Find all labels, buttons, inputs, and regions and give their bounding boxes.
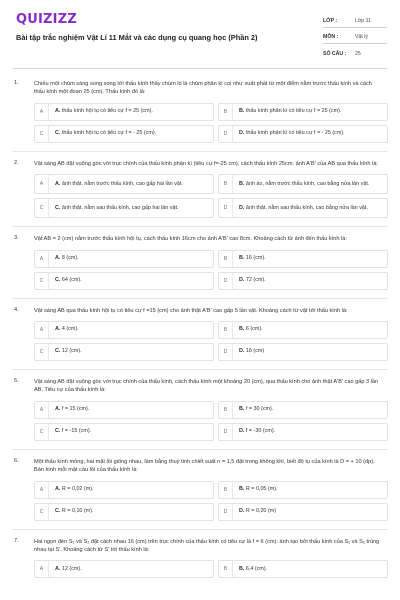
option-a[interactable] [34, 401, 214, 419]
option-letter: C [35, 504, 49, 520]
option-key: A. [55, 485, 61, 492]
option-letter: A [35, 251, 49, 267]
question-4 [12, 307, 388, 361]
question-3 [12, 235, 388, 289]
option-key: B. [239, 406, 245, 413]
option-d[interactable] [218, 125, 388, 143]
option-a[interactable] [34, 250, 214, 268]
option-b[interactable] [218, 401, 388, 419]
meta-row-count [323, 44, 387, 60]
option-letter: B [219, 251, 233, 267]
question-list [12, 80, 388, 578]
question-number: 3. [14, 235, 19, 242]
worksheet-meta [323, 12, 387, 60]
option-c[interactable] [34, 198, 214, 218]
question-text: Vật sáng AB qua thấu kính hội tụ có tiêu cự f =15 (cm) cho ảnh thật A'B' cao gấp 5 lần vật. Khoảng cách từ vật tới thấu kính là: [34, 307, 348, 314]
option-key: A. [55, 565, 61, 572]
option-b[interactable] [218, 250, 388, 268]
option-letter: C [35, 126, 49, 142]
option-key: D. [239, 428, 245, 435]
question-number: 4. [14, 306, 19, 313]
answer-options [34, 401, 388, 441]
option-a[interactable] [34, 560, 214, 578]
question-7 [12, 538, 388, 579]
option-b[interactable] [218, 174, 388, 194]
option-b[interactable] [218, 321, 388, 339]
option-text: ảnh thật, nằm sau thấu kính, cao bằng nửa lần vật. [245, 204, 368, 211]
option-d[interactable] [218, 503, 388, 521]
option-letter: A [35, 482, 49, 498]
option-text: 16 (cm). [245, 254, 266, 261]
meta-label: MÔN : [323, 34, 339, 40]
option-key: C. [55, 428, 61, 435]
question-divider [12, 529, 388, 530]
option-c[interactable] [34, 125, 214, 143]
meta-value: 25 [355, 51, 361, 57]
option-text: 6 (cm). [245, 326, 263, 333]
option-key: A. [55, 326, 61, 333]
answer-options [34, 481, 388, 521]
option-text: f = -30 (cm). [245, 428, 276, 435]
option-text: thấu kính hội tụ có tiêu cự f = 25 (cm). [61, 108, 153, 115]
option-text: 18 (cm) [245, 348, 265, 355]
option-key: B. [239, 326, 245, 333]
option-text: 72 (cm). [245, 276, 266, 283]
meta-label: LỚP : [323, 18, 338, 24]
option-text: f = 30 (cm). [245, 406, 274, 413]
question-text: Chiếu một chùm sáng song song tới thấu kính thấy chùm ló là chùm phân kì coi như xuất phát từ một điểm nằm trước thấu kính và cách thấu kính một đoạn 25 (cm). Thấu kính đó là: [34, 81, 372, 96]
meta-label: SỐ CÂU : [323, 51, 347, 57]
option-key: C. [55, 204, 61, 211]
question-number: 6. [14, 457, 19, 464]
option-c[interactable] [34, 343, 214, 361]
option-letter: D [219, 273, 233, 289]
option-letter: D [219, 199, 233, 217]
question-number: 1. [14, 80, 19, 86]
option-text: thấu kính phân kì có tiêu cự f = 25 (cm). [245, 108, 342, 115]
option-letter: D [219, 504, 233, 520]
option-text: f = 15 (cm). [61, 406, 90, 413]
worksheet-title: Bài tập trắc nghiệm Vật Lí 11 Mắt và các dụng cụ quang học (Phần 2) [16, 33, 258, 42]
question-1 [12, 80, 388, 143]
option-key: A. [55, 108, 61, 115]
option-key: C. [55, 507, 61, 514]
option-key: D. [239, 276, 245, 283]
question-number: 7. [14, 537, 19, 544]
header-divider [12, 68, 388, 69]
option-key: B. [239, 180, 245, 187]
option-key: A. [55, 254, 61, 261]
question-number: 5. [14, 378, 19, 385]
option-text: f = -15 (cm). [61, 428, 92, 435]
option-letter: B [219, 175, 233, 193]
option-text: ảnh thật, nằm trước thấu kính, cao gấp hai lần vật. [61, 180, 183, 187]
question-divider [12, 151, 388, 152]
answer-options [34, 103, 388, 143]
option-letter: C [35, 424, 49, 440]
question-2 [12, 160, 388, 218]
question-divider [12, 226, 388, 227]
option-a[interactable] [34, 321, 214, 339]
answer-options [34, 250, 388, 290]
option-text: thấu kính phân kì có tiêu cự f = - 25 (cm). [245, 130, 345, 137]
option-letter: A [35, 175, 49, 193]
option-key: D. [239, 507, 245, 514]
option-letter: A [35, 561, 49, 577]
option-text: thấu kính hội tụ có tiêu cự f = - 25 (cm). [61, 130, 157, 137]
option-a[interactable] [34, 481, 214, 499]
option-letter: B [219, 482, 233, 498]
option-key: C. [55, 276, 61, 283]
question-divider [12, 449, 388, 450]
option-c[interactable] [34, 272, 214, 290]
option-d[interactable] [218, 272, 388, 290]
option-text: 6,4 (cm). [245, 565, 268, 572]
option-a[interactable] [34, 103, 214, 121]
question-divider [12, 369, 388, 370]
option-text: 8 (cm). [61, 254, 79, 261]
option-text: 4 (cm). [61, 326, 79, 333]
meta-row-subject [323, 28, 387, 44]
option-letter: A [35, 322, 49, 338]
option-key: C. [55, 130, 61, 137]
option-text: 12 (cm). [61, 348, 82, 355]
option-letter: B [219, 104, 233, 120]
option-key: D. [239, 348, 245, 355]
option-letter: C [35, 199, 49, 217]
question-text: Vật AB = 2 (cm) nằm trước thấu kính hội tụ, cách thấu kính 16cm cho ảnh A'B' cao 8cm. Khoảng cách từ ảnh đến thấu kính là: [34, 236, 347, 243]
question-text: Vật sáng AB đặt vuông góc với trục chính của thấu kính phân kì (tiêu cự f=-25 cm), cách thấu kính 25cm. ảnh A'B' của AB qua thấu kính là: [34, 160, 378, 167]
question-text: Vật sáng AB đặt vuông góc với trục chính của thấu kính, cách thấu kính một khoảng 20 (cm), qua thấu kính cho ảnh thật A'B' cao gấp 3 lần AB. Tiêu cự của thấu kính là: [34, 379, 379, 394]
option-letter: C [35, 344, 49, 360]
answer-options [34, 174, 388, 218]
option-key: B. [239, 108, 245, 115]
question-divider [12, 298, 388, 299]
option-letter: C [35, 273, 49, 289]
option-d[interactable] [218, 343, 388, 361]
option-letter: D [219, 424, 233, 440]
option-text: R = 0,10 (m). [61, 507, 94, 514]
option-c[interactable] [34, 423, 214, 441]
worksheet-header [0, 0, 400, 62]
option-text: 12 (cm). [61, 565, 82, 572]
option-text: R = 0,05 (m). [245, 485, 278, 492]
option-b[interactable] [218, 481, 388, 499]
option-d[interactable] [218, 198, 388, 218]
question-6 [12, 458, 388, 521]
option-key: C. [55, 348, 61, 355]
option-text: ảnh thật, nằm sau thấu kính, cao gấp hai lần vật. [61, 204, 179, 211]
question-text: Một thấu kính mỏng, hai mặt lồi giống nhau, làm bằng thuỷ tinh chiết suất n = 1,5 đặt trong không khí, biết độ tụ của kính là D = + 10 (dp). Bán kính mỗi mặt cầu lồi của thấu kính là: [34, 458, 375, 474]
option-text: R = 0,20 (m) [245, 507, 277, 514]
option-b[interactable] [218, 560, 388, 578]
option-key: D. [239, 130, 245, 137]
option-letter: A [35, 104, 49, 120]
option-letter: A [35, 402, 49, 418]
option-text: R = 0,02 (m). [61, 485, 94, 492]
option-letter: B [219, 322, 233, 338]
option-d[interactable] [218, 423, 388, 441]
answer-options [34, 560, 388, 578]
option-b[interactable] [218, 103, 388, 121]
option-key: B. [239, 485, 245, 492]
question-5 [12, 378, 388, 441]
option-a[interactable] [34, 174, 214, 194]
option-key: B. [239, 254, 245, 261]
option-key: D. [239, 204, 245, 211]
option-text: ảnh ảo, nằm trước thấu kính, cao bằng nửa lần vật. [245, 180, 370, 187]
answer-options [34, 321, 388, 361]
option-key: A. [55, 406, 61, 413]
option-key: A. [55, 180, 61, 187]
option-letter: D [219, 344, 233, 360]
option-c[interactable] [34, 503, 214, 521]
question-text: Hai ngọn đèn S₁ và S₂ đặt cách nhau 16 (cm) trên trục chính của thấu kính có tiêu cự là f = 6 (cm). ảnh tạo bởi thấu kính của S₁ và S₂ trùng nhau tại S'. Khoảng cách từ S' tới thấu kính là: [34, 538, 380, 554]
meta-value: Lớp 11 [355, 18, 371, 24]
option-letter: B [219, 402, 233, 418]
question-number: 2. [14, 159, 19, 166]
quizizz-logo[interactable]: QUIZIZZ [16, 12, 77, 27]
meta-value: Vật lý [355, 34, 368, 40]
option-key: B. [239, 565, 245, 572]
meta-row-class [323, 12, 387, 28]
option-text: 64 (cm). [61, 276, 82, 283]
option-letter: D [219, 126, 233, 142]
option-letter: B [219, 561, 233, 577]
